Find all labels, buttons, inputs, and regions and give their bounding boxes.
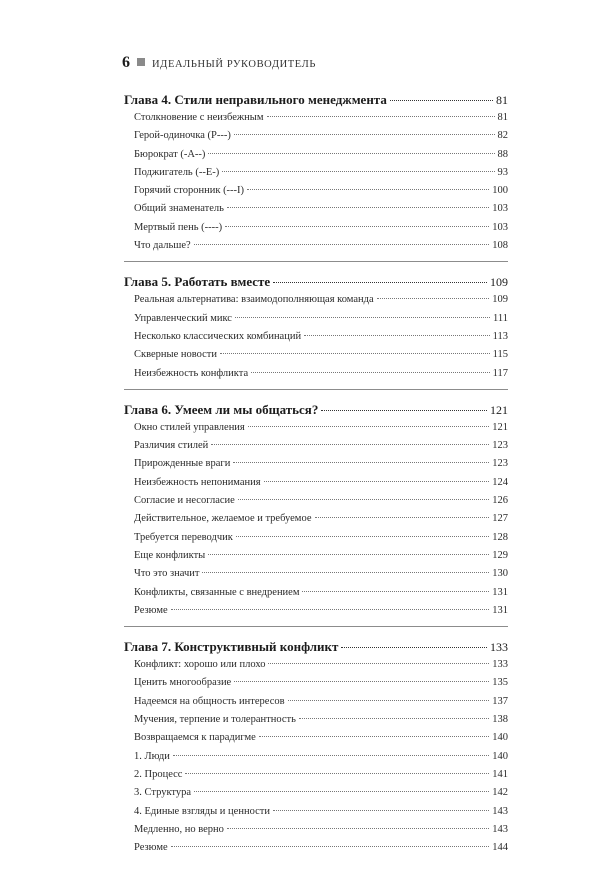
- section-title: Мучения, терпение и толерантность: [134, 714, 296, 726]
- section-title: Еще конфликты: [134, 549, 206, 561]
- chapter-title: Глава 4. Стили неправильного менеджмента: [124, 92, 387, 107]
- section-entry: [124, 674, 508, 692]
- dot-leader: [267, 115, 495, 117]
- section-entry: [124, 200, 508, 218]
- section-page-number: 121: [492, 421, 508, 433]
- section-title: Требуется переводчик: [134, 531, 233, 543]
- chapter-page-number: 81: [496, 93, 508, 107]
- section-page-number: 108: [492, 240, 508, 252]
- section-entry: [124, 656, 508, 674]
- dot-leader: [273, 809, 489, 811]
- dot-leader: [227, 206, 489, 208]
- dot-leader: [251, 371, 490, 373]
- dot-leader: [341, 646, 487, 648]
- dot-leader: [259, 735, 489, 737]
- section-entry: [124, 803, 508, 821]
- section-title: Различия стилей: [134, 440, 209, 452]
- section-title: Столкновение с неизбежным: [134, 112, 264, 123]
- section-title: Действительное, желаемое и требуемое: [134, 513, 312, 525]
- section-entry: [124, 602, 508, 620]
- section-entry: [124, 711, 508, 729]
- section-entry: [124, 565, 508, 583]
- dot-leader: [202, 571, 489, 573]
- section-page-number: 138: [492, 714, 508, 726]
- section-title: Прирожденные враги: [134, 458, 231, 470]
- chapter-block: [124, 90, 508, 262]
- section-title: Ценить многообразие: [134, 677, 232, 689]
- section-title: 2. Процесс: [134, 768, 183, 780]
- section-title: Поджигатель (--E-): [134, 166, 220, 178]
- dot-leader: [171, 608, 490, 610]
- section-entry: [124, 766, 508, 784]
- section-title: Возвращаемся к парадигме: [134, 732, 256, 744]
- section-entry: [124, 584, 508, 602]
- section-page-number: 131: [492, 586, 508, 598]
- section-page-number: 142: [492, 787, 508, 799]
- dot-leader: [299, 717, 489, 719]
- section-page-number: 128: [492, 531, 508, 543]
- dot-leader: [235, 316, 490, 318]
- dot-leader: [194, 790, 489, 792]
- section-entry: [124, 109, 508, 127]
- page-number: 6: [122, 54, 130, 71]
- dot-leader: [321, 409, 487, 411]
- dot-leader: [220, 352, 490, 354]
- dot-leader: [227, 827, 489, 829]
- section-page-number: 135: [492, 677, 508, 689]
- section-entry: [124, 291, 508, 309]
- chapter-entry: [124, 637, 508, 656]
- chapter-entry: [124, 272, 508, 291]
- section-title: Бюрократ (-A--): [134, 148, 206, 160]
- section-title: Неизбежность конфликта: [134, 367, 249, 379]
- dot-leader: [390, 99, 493, 101]
- section-page-number: 137: [492, 695, 508, 707]
- section-page-number: 126: [492, 495, 508, 507]
- chapter-page-number: 121: [490, 402, 508, 417]
- dot-leader: [288, 699, 490, 701]
- section-title: 1. Люди: [134, 750, 170, 762]
- section-page-number: 130: [492, 568, 508, 580]
- section-page-number: 143: [492, 823, 508, 835]
- section-entry: [124, 182, 508, 200]
- dot-leader: [315, 516, 490, 518]
- section-title: Резюме: [134, 604, 168, 616]
- dot-leader: [238, 498, 489, 500]
- chapter-entry: [124, 90, 508, 109]
- section-page-number: 144: [492, 842, 508, 854]
- chapter-title: Глава 5. Работать вместе: [124, 274, 271, 290]
- dot-leader: [302, 590, 489, 592]
- dot-leader: [208, 553, 489, 555]
- section-title: 3. Структура: [134, 787, 192, 799]
- dot-leader: [248, 425, 489, 427]
- section-title: Несколько классических комбинаций: [134, 330, 302, 342]
- section-page-number: 117: [492, 367, 508, 379]
- section-page-number: 109: [492, 294, 508, 306]
- section-entry: [124, 784, 508, 802]
- dot-leader: [173, 754, 489, 756]
- section-page-number: 123: [492, 458, 508, 470]
- chapter-entry: [124, 400, 508, 419]
- chapter-block: [124, 400, 508, 627]
- table-of-contents: [124, 90, 508, 873]
- section-entry: [124, 492, 508, 510]
- dot-leader: [264, 480, 490, 482]
- chapter-block: [124, 637, 508, 863]
- section-page-number: 103: [492, 203, 508, 215]
- dot-leader: [194, 243, 490, 245]
- section-title: Что это значит: [134, 568, 200, 580]
- section-page-number: 115: [492, 349, 508, 361]
- chapter-block: [124, 272, 508, 389]
- dot-leader: [304, 334, 490, 336]
- section-page-number: 100: [492, 185, 508, 197]
- section-title: Что дальше?: [134, 240, 191, 252]
- section-title: Резюме: [134, 842, 168, 854]
- section-title: Мертвый пень (----): [134, 221, 223, 233]
- section-title: Неизбежность непонимания: [134, 476, 261, 488]
- section-page-number: 88: [497, 148, 508, 160]
- section-page-number: 131: [492, 604, 508, 616]
- section-page-number: 140: [492, 750, 508, 762]
- section-page-number: 123: [492, 440, 508, 452]
- dot-leader: [233, 461, 489, 463]
- dot-leader: [222, 170, 494, 172]
- section-page-number: 141: [492, 768, 508, 780]
- section-entry: [124, 310, 508, 328]
- section-entry: [124, 146, 508, 164]
- section-entry: [124, 164, 508, 182]
- section-page-number: 129: [492, 549, 508, 561]
- section-page-number: 93: [497, 166, 508, 178]
- section-title: Скверные новости: [134, 349, 218, 361]
- section-entry: [124, 474, 508, 492]
- page-header: [122, 54, 316, 74]
- section-entry: [124, 693, 508, 711]
- section-title: Горячий сторонник (---I): [134, 185, 245, 197]
- section-title: Надеемся на общность интересов: [134, 695, 285, 707]
- section-entry: [124, 455, 508, 473]
- section-entry: [124, 328, 508, 346]
- section-title: Медленно, но верно: [134, 823, 224, 835]
- dot-leader: [273, 281, 487, 283]
- section-title: Реальная альтернатива: взаимодополняющая команда: [134, 294, 374, 306]
- chapter-page-number: 133: [490, 640, 508, 655]
- dot-leader: [234, 133, 495, 135]
- section-entry: [124, 529, 508, 547]
- section-entry: [124, 219, 508, 237]
- section-title: Герой-одиночка (P---): [134, 130, 231, 142]
- section-page-number: 127: [492, 513, 508, 525]
- dot-leader: [377, 297, 490, 299]
- section-page-number: 113: [492, 330, 508, 342]
- section-page-number: 111: [493, 312, 508, 324]
- section-entry: [124, 237, 508, 255]
- section-page-number: 143: [492, 805, 508, 817]
- dot-leader: [247, 188, 489, 190]
- chapter-title: Глава 7. Конструктивный конфликт: [124, 639, 339, 655]
- section-entry: [124, 839, 508, 857]
- section-page-number: 133: [492, 659, 508, 671]
- section-entry: [124, 547, 508, 565]
- section-page-number: 82: [497, 130, 508, 142]
- section-title: Общий знаменатель: [134, 203, 224, 215]
- section-entry: [124, 729, 508, 747]
- section-entry: [124, 419, 508, 437]
- square-separator-icon: [137, 58, 145, 66]
- running-title: ИДЕАЛЬНЫЙ РУКОВОДИТЕЛЬ: [152, 59, 317, 70]
- section-page-number: 103: [492, 221, 508, 233]
- section-title: Управленческий микс: [134, 312, 232, 324]
- section-entry: [124, 365, 508, 383]
- section-title: 4. Единые взгляды и ценности: [134, 805, 270, 817]
- section-entry: [124, 510, 508, 528]
- section-title: Согласие и несогласие: [134, 495, 235, 507]
- section-page-number: 124: [492, 476, 508, 488]
- dot-leader: [208, 152, 494, 154]
- chapter-title: Глава 6. Умеем ли мы общаться?: [124, 401, 319, 417]
- dot-leader: [171, 845, 490, 847]
- section-title: Конфликт: хорошо или плохо: [134, 659, 266, 671]
- dot-leader: [185, 772, 489, 774]
- dot-leader: [225, 225, 489, 227]
- dot-leader: [234, 680, 489, 682]
- section-page-number: 81: [497, 112, 508, 123]
- section-entry: [124, 346, 508, 364]
- dot-leader: [268, 662, 489, 664]
- dot-leader: [236, 535, 489, 537]
- section-entry: [124, 127, 508, 145]
- chapter-page-number: 109: [490, 275, 508, 290]
- section-entry: [124, 748, 508, 766]
- section-title: Конфликты, связанные с внедрением: [134, 586, 300, 598]
- section-page-number: 140: [492, 732, 508, 744]
- section-entry: [124, 437, 508, 455]
- section-entry: [124, 821, 508, 839]
- section-title: Окно стилей управления: [134, 421, 245, 433]
- dot-leader: [211, 443, 489, 445]
